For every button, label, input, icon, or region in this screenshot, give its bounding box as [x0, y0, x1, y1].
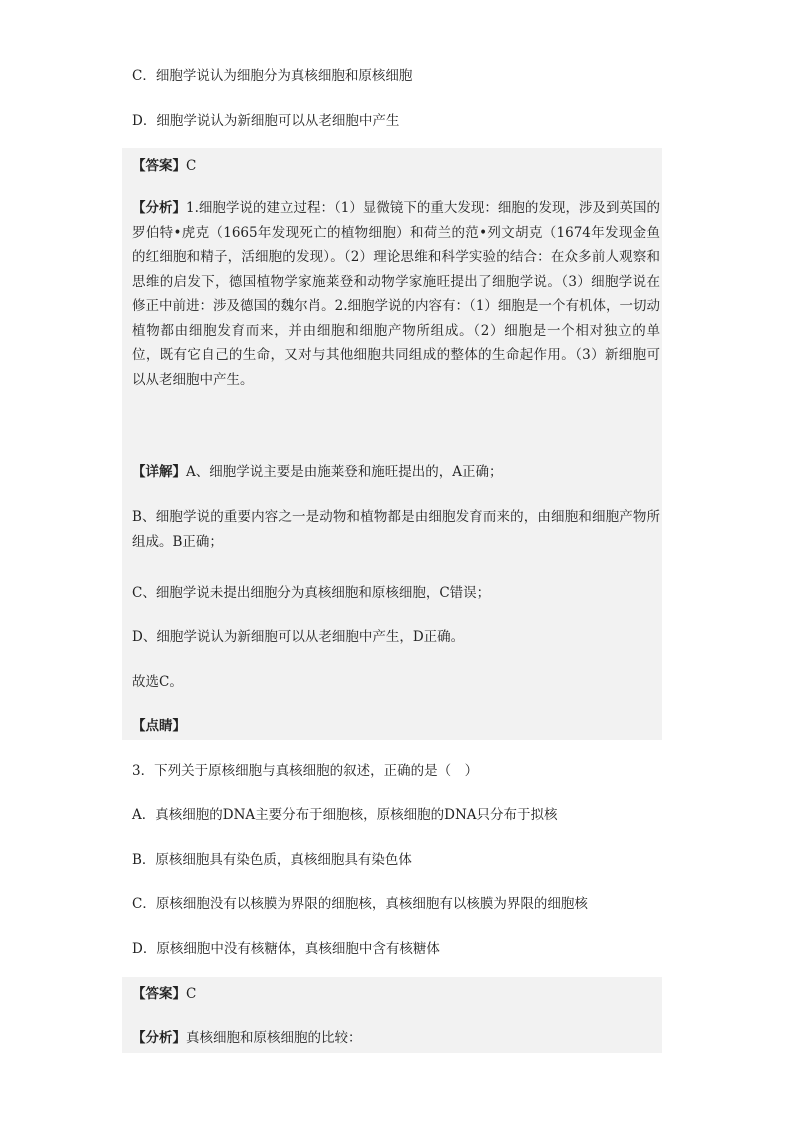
analysis-text: 1.细胞学说的建立过程：（1）显微镜下的重大发现：细胞的发现，涉及到英国的罗伯特•虎克（1665年发现死亡的植物细胞）和荷兰的范•列文胡克（1674年发现金鱼的红细胞和精子，活细胞的发现）。（2）理论思维和科学实验的结合：在众多前人观察和思维的启发下，德国植物学家施莱登和动物学家施旺提出了细胞学说。（3）细胞学说在修正中前进：涉及德国的魏尔肖。2.细胞学说的内容有：（1）细胞是一个有机体，一切动植物都由细胞发育而来，并由细胞和细胞产物所组成。（2）细胞是一个相对独立的单位，既有它自己的生命，又对与其他细胞共同组成的整体的生命起作用。（3）新细胞可以从老细胞中产生。 — [132, 200, 661, 388]
detail-a-text: A、细胞学说主要是由施莱登和施旺提出的，A正确； — [186, 464, 503, 480]
analysis-2 — [132, 1029, 667, 1047]
detail-tag: 【详解】 — [132, 464, 186, 480]
question-3-option-a: A．真核细胞的DNA主要分布于细胞核，原核细胞的DNA只分布于拟核 — [132, 807, 558, 823]
detail-c: C、细胞学说未提出细胞分为真核细胞和原核细胞，C错误； — [132, 585, 491, 601]
choose-answer: 故选C。 — [132, 674, 183, 690]
answer-value: C — [186, 986, 197, 1002]
analysis-1 — [132, 196, 660, 392]
question-3-option-b: B．原核细胞具有染色质，真核细胞具有染色体 — [132, 852, 412, 868]
analysis-tag: 【分析】 — [132, 1030, 186, 1046]
answer-tag: 【答案】 — [132, 158, 186, 174]
question-3-option-c: C．原核细胞没有以核膜为界限的细胞核，真核细胞有以核膜为界限的细胞核 — [132, 896, 588, 912]
detail-d: D、细胞学说认为新细胞可以从老细胞中产生，D正确。 — [132, 629, 465, 645]
question-3: 3．下列关于原核细胞与真核细胞的叙述，正确的是（ ） — [132, 763, 479, 779]
option-d-prev: D．细胞学说认为新细胞可以从老细胞中产生 — [132, 113, 400, 129]
detail-a — [132, 463, 667, 481]
detail-b: B、细胞学说的重要内容之一是动物和植物都是由细胞发育而来的，由细胞和细胞产物所组成。B正确； — [132, 509, 660, 550]
option-c-prev: C．细胞学说认为细胞分为真核细胞和原核细胞 — [132, 68, 413, 84]
answer-value: C — [186, 158, 197, 174]
analysis-tag: 【分析】 — [132, 200, 187, 216]
analysis-text: 真核细胞和原核细胞的比较： — [186, 1030, 362, 1046]
answer-1 — [132, 157, 667, 175]
answer-2 — [132, 985, 667, 1003]
answer-tag: 【答案】 — [132, 986, 186, 1002]
comment-tag: 【点睛】 — [132, 718, 186, 734]
question-3-option-d: D．原核细胞中没有核糖体，真核细胞中含有核糖体 — [132, 941, 440, 957]
